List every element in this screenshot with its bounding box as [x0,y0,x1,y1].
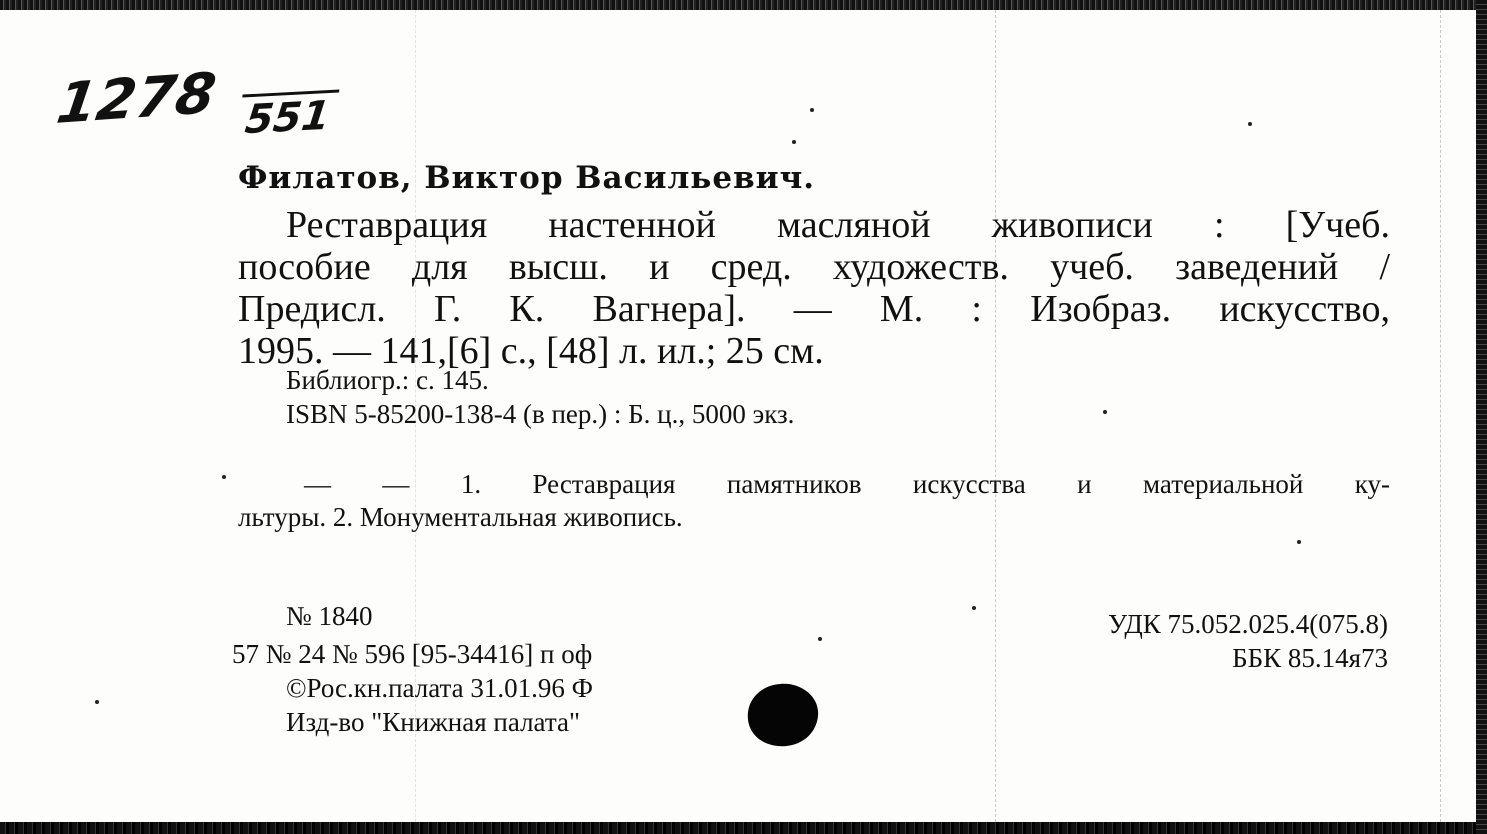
udk-code: УДК 75.052.025.4(075.8) [1107,609,1388,639]
handwritten-call-number-sub: 551 [237,90,339,144]
scan-artifact-line [995,10,996,822]
title-line-2: пособие для высш. и сред. художеств. учеб. заведений / [238,246,1390,288]
scan-speck [1103,410,1107,414]
scan-speck [222,475,226,479]
scan-speck [818,637,822,641]
title-line-4: 1995. — 141,[6] с., [48] л. ил.; 25 см. [238,330,824,372]
footer-line-3: ©Рос.кн.палата 31.01.96 Ф [286,673,593,703]
handwritten-call-number: 1278 [52,61,220,137]
scan-speck [810,108,814,112]
bibliography-note: Библиогр.: с. 145. [286,365,489,395]
card-top-edge [0,0,1487,10]
title-line-3: Предисл. Г. К. Вагнера]. — М. : Изобраз. искусство, [238,288,1390,330]
author-heading: Филатов, Виктор Васильевич. [238,160,816,196]
scan-speck [792,140,796,144]
subjects-line-1: — — 1. Реставрация памятников искусства и материальной ку- [304,469,1390,499]
card-right-edge [1476,0,1487,834]
scan-speck [1297,540,1301,544]
subjects-line-2: льтуры. 2. Монументальная живопись. [238,502,683,532]
ink-blot [742,680,822,750]
bbk-code: ББК 85.14я73 [1232,643,1388,673]
isbn-line: ISBN 5-85200-138-4 (в пер.) : Б. ц., 5000 экз. [286,399,795,429]
scan-speck [95,700,99,704]
scan-speck [1248,122,1252,126]
title-line-1: Реставрация настенной масляной живописи : [Учеб. [286,204,1390,246]
footer-line-2: 57 № 24 № 596 [95-34416] п оф [232,639,593,669]
publisher-line: Изд-во "Книжная палата" [286,707,580,737]
card-bottom-edge [0,822,1487,834]
scan-speck [972,606,976,610]
scan-artifact-line [1440,10,1441,822]
card-number: № 1840 [286,601,373,631]
